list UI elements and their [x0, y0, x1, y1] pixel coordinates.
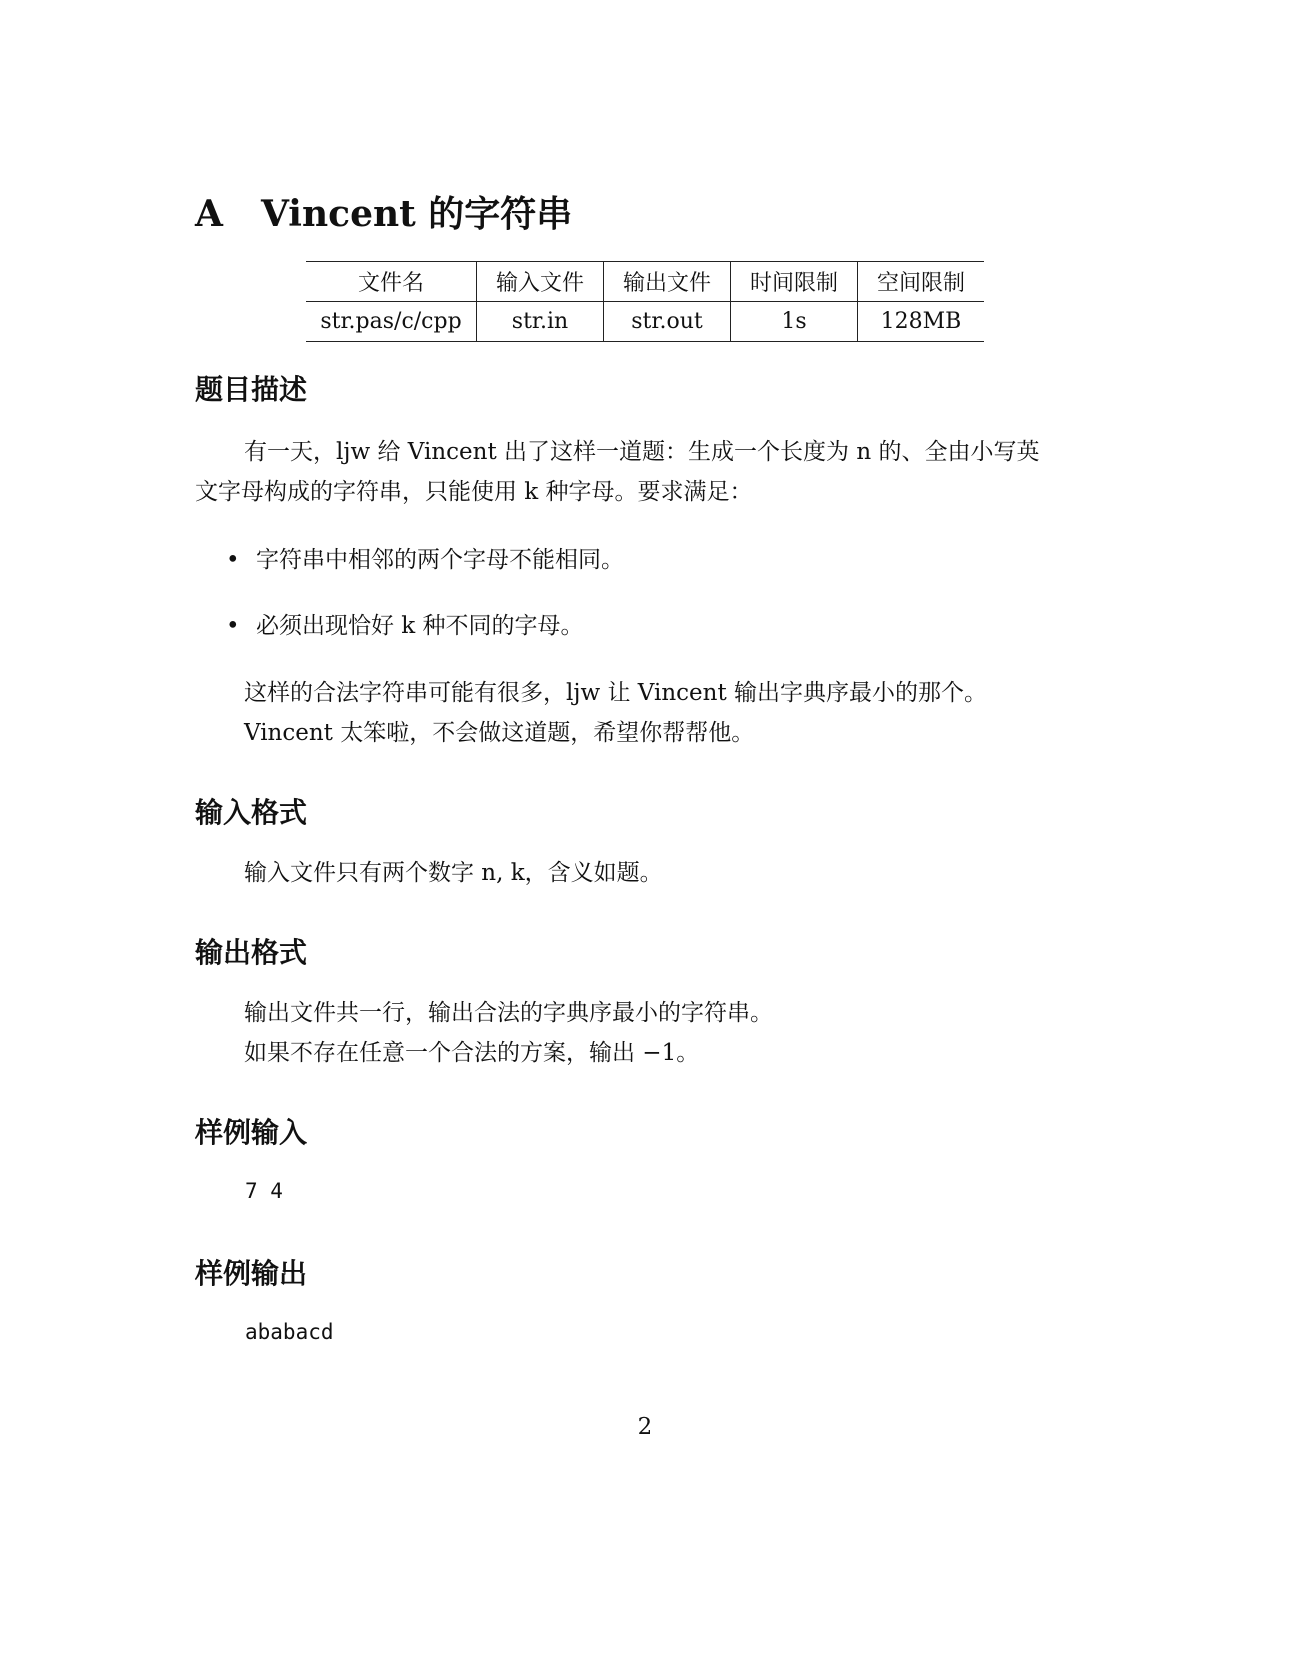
problem-number: A [195, 193, 223, 235]
table-header-cell: 时间限制 [731, 262, 858, 302]
sample-output-content: ababacd [245, 1320, 334, 1344]
table-header-cell: 输出文件 [604, 262, 731, 302]
output-format-line-1: 输出文件共一行，输出合法的字典序最小的字符串。 [244, 1000, 773, 1026]
sample-output-heading: 样例输出 [195, 1257, 308, 1290]
sample-input-content: 7 4 [245, 1179, 283, 1203]
table-cell: 1s [731, 302, 858, 342]
bullet-marker: • [226, 547, 240, 573]
table-cell: 128MB [858, 302, 985, 342]
description-line-2: 文字母构成的字符串，只能使用 k 种字母。要求满足： [195, 479, 753, 505]
list-item: 字符串中相邻的两个字母不能相同。 [256, 547, 624, 573]
output-format-line-2: 如果不存在任意一个合法的方案，输出 −1。 [244, 1040, 700, 1066]
table-row [306, 302, 984, 342]
bullet-marker: • [226, 613, 240, 639]
input-format-heading: 输入格式 [195, 796, 308, 829]
table-header-cell: 输入文件 [477, 262, 604, 302]
output-format-heading: 输出格式 [195, 936, 308, 969]
sample-input-heading: 样例输入 [195, 1116, 308, 1149]
description-heading: 题目描述 [195, 373, 308, 406]
description-paragraph-1: 这样的合法字符串可能有很多，ljw 让 Vincent 输出字典序最小的那个。 [244, 680, 988, 706]
file-info-table [306, 261, 984, 342]
description-paragraph-2: Vincent 太笨啦，不会做这道题，希望你帮帮他。 [244, 720, 755, 746]
page-number: 2 [637, 1414, 653, 1440]
table-cell: str.pas/c/cpp [306, 302, 477, 342]
table-header-row [306, 262, 984, 302]
problem-title [195, 192, 572, 236]
table-cell: str.in [477, 302, 604, 342]
description-line-1: 有一天，ljw 给 Vincent 出了这样一道题：生成一个长度为 n 的、全由小写英 [244, 439, 1040, 465]
table-header-cell: 空间限制 [858, 262, 985, 302]
list-item: 必须出现恰好 k 种不同的字母。 [256, 613, 584, 639]
table-cell: str.out [604, 302, 731, 342]
problem-title-text: Vincent 的字符串 [261, 193, 573, 235]
table-header-cell: 文件名 [306, 262, 477, 302]
input-format-text: 输入文件只有两个数字 n, k，含义如题。 [244, 860, 663, 886]
